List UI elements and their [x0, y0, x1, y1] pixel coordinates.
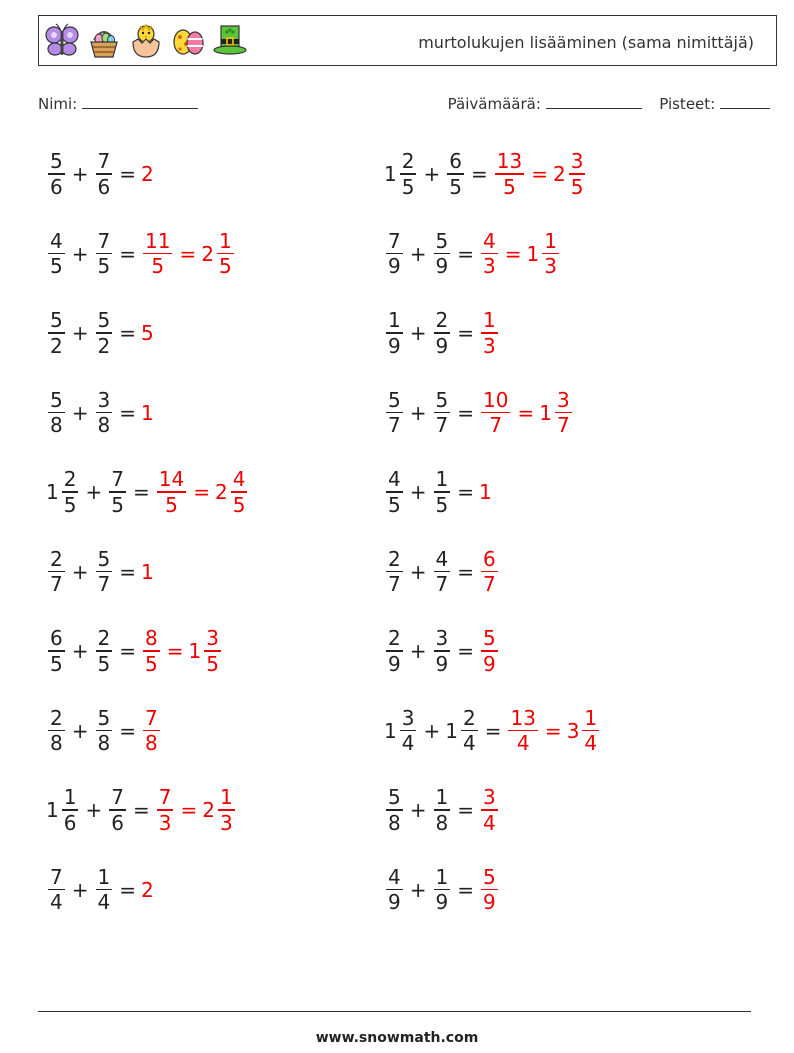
denominator: 7 — [388, 572, 401, 597]
whole-number: 2 — [214, 480, 228, 504]
footer-url: www.snowmath.com — [315, 1030, 479, 1046]
score-blank[interactable] — [720, 94, 770, 109]
problem-18 — [384, 780, 500, 840]
equals-sign: = — [166, 639, 184, 663]
whole-number: 1 — [384, 162, 397, 186]
fraction — [434, 308, 451, 358]
equals-sign: = — [119, 400, 136, 425]
numerator: 4 — [388, 467, 401, 492]
denominator: 3 — [483, 333, 496, 358]
whole-number: 2 — [202, 798, 215, 822]
equals-sign: = — [119, 321, 136, 345]
numerator: 1 — [544, 228, 557, 253]
hatching-chick-icon — [128, 22, 164, 60]
denominator: 7 — [435, 413, 449, 438]
date-blank[interactable] — [546, 94, 642, 109]
problem-2 — [384, 144, 587, 204]
problem-13 — [46, 621, 223, 681]
equals-sign: = — [132, 798, 150, 822]
numerator: 1 — [97, 864, 111, 889]
problem-16 — [384, 701, 601, 761]
plus-sign: + — [71, 639, 89, 663]
equals-sign: = — [119, 241, 136, 266]
fraction — [386, 467, 403, 517]
denominator: 3 — [483, 254, 496, 279]
fraction — [96, 626, 113, 676]
answer-fraction — [143, 626, 160, 676]
plus-sign: + — [409, 798, 427, 822]
equals-sign: = — [179, 241, 197, 266]
fraction — [434, 626, 451, 676]
denominator: 5 — [165, 492, 178, 517]
equals-sign: = — [531, 162, 548, 186]
numerator: 11 — [145, 228, 171, 253]
answer-fraction — [569, 149, 586, 199]
denominator: 8 — [97, 731, 111, 756]
whole-number: 1 — [539, 400, 552, 425]
denominator: 8 — [50, 413, 63, 438]
numerator: 1 — [435, 467, 449, 492]
denominator: 3 — [544, 254, 557, 279]
numerator: 2 — [401, 149, 415, 174]
denominator: 5 — [63, 492, 77, 517]
numerator: 2 — [50, 546, 63, 571]
whole-number: 1 — [46, 798, 59, 822]
date-score-fields — [448, 94, 770, 113]
fraction — [96, 229, 113, 279]
numerator: 1 — [483, 308, 496, 333]
denominator: 9 — [435, 890, 449, 915]
whole-number: 3 — [566, 718, 580, 743]
numerator: 6 — [483, 546, 496, 571]
answer-integer: 1 — [479, 480, 492, 504]
answer-fraction — [217, 229, 234, 279]
numerator: 5 — [50, 387, 63, 412]
denominator: 3 — [158, 810, 172, 835]
answer-integer: 1 — [141, 400, 154, 425]
whole-number: 1 — [445, 718, 458, 743]
denominator: 7 — [388, 413, 401, 438]
numerator: 10 — [483, 387, 509, 412]
fraction — [461, 706, 478, 756]
fraction — [109, 467, 126, 517]
numerator: 13 — [510, 705, 536, 730]
equals-sign: = — [119, 639, 136, 663]
answer-fraction — [143, 229, 172, 279]
fraction — [48, 865, 65, 915]
plus-sign: + — [409, 639, 427, 663]
equals-sign: = — [193, 480, 210, 504]
problem-1 — [46, 144, 154, 204]
plus-sign: + — [71, 400, 89, 425]
problem-5 — [46, 303, 154, 363]
numerator: 1 — [435, 864, 449, 889]
numerator: 7 — [50, 864, 63, 889]
fraction — [96, 706, 113, 756]
numerator: 3 — [556, 387, 570, 412]
header-icons — [44, 22, 248, 60]
problem-4 — [384, 224, 561, 284]
denominator: 7 — [483, 572, 496, 597]
fraction — [386, 388, 403, 438]
fraction — [48, 149, 65, 199]
fraction — [96, 547, 113, 597]
numerator: 5 — [435, 228, 449, 253]
fraction — [434, 865, 451, 915]
fraction — [434, 785, 451, 835]
whole-number: 1 — [188, 639, 202, 663]
fraction — [386, 626, 403, 676]
denominator: 2 — [97, 333, 111, 358]
denominator: 4 — [50, 890, 63, 915]
denominator: 4 — [584, 731, 598, 756]
numerator: 3 — [435, 626, 449, 651]
numerator: 3 — [483, 785, 496, 810]
problem-14 — [384, 621, 500, 681]
numerator: 6 — [50, 626, 63, 651]
fraction — [434, 229, 451, 279]
fraction — [48, 229, 65, 279]
numerator: 4 — [50, 228, 63, 253]
denominator: 9 — [388, 254, 401, 279]
answer-fraction — [582, 706, 599, 756]
problem-19 — [46, 860, 154, 920]
denominator: 9 — [388, 890, 401, 915]
denominator: 7 — [50, 572, 63, 597]
denominator: 5 — [401, 174, 415, 199]
equals-sign: = — [457, 241, 474, 266]
denominator: 5 — [570, 174, 584, 199]
numerator: 5 — [97, 705, 111, 730]
numerator: 6 — [449, 149, 462, 174]
denominator: 9 — [483, 890, 496, 915]
answer-integer: 5 — [141, 321, 154, 345]
plus-sign: + — [409, 321, 427, 345]
answer-fraction — [481, 388, 510, 438]
equals-sign: = — [119, 718, 136, 743]
equals-sign: = — [119, 559, 136, 584]
butterfly-icon — [44, 22, 80, 60]
denominator: 5 — [449, 174, 462, 199]
fraction — [96, 149, 113, 199]
fraction — [96, 308, 113, 358]
numerator: 7 — [111, 785, 124, 810]
denominator: 5 — [503, 174, 516, 199]
denominator: 5 — [111, 492, 124, 517]
denominator: 6 — [97, 174, 111, 199]
fraction — [109, 785, 126, 835]
fraction — [386, 785, 403, 835]
easter-basket-icon — [86, 22, 122, 60]
numerator: 1 — [218, 228, 232, 253]
answer-fraction — [508, 706, 537, 756]
problem-10 — [384, 462, 492, 522]
equals-sign: = — [457, 559, 474, 584]
plus-sign: + — [71, 718, 89, 743]
answer-fraction — [204, 626, 221, 676]
plus-sign: + — [423, 718, 441, 743]
denominator: 4 — [516, 731, 530, 756]
denominator: 4 — [462, 731, 476, 756]
plus-sign: + — [85, 798, 103, 822]
answer-fraction — [481, 308, 498, 358]
denominator: 9 — [388, 333, 401, 358]
problem-8 — [384, 383, 574, 443]
fraction — [386, 547, 403, 597]
numerator: 3 — [206, 626, 219, 651]
denominator: 7 — [435, 572, 449, 597]
equals-sign: = — [132, 480, 150, 504]
plus-sign: + — [409, 877, 427, 902]
answer-fraction — [143, 706, 160, 756]
denominator: 7 — [556, 413, 570, 438]
numerator: 3 — [401, 705, 415, 730]
numerator: 14 — [158, 467, 185, 492]
answer-integer: 2 — [141, 162, 154, 186]
denominator: 5 — [232, 492, 246, 517]
problem-17 — [46, 780, 237, 840]
denominator: 3 — [219, 810, 233, 835]
fraction — [96, 865, 113, 915]
whole-number: 1 — [526, 241, 540, 266]
worksheet-header — [38, 15, 777, 66]
name-field — [38, 94, 198, 113]
answer-fraction — [555, 388, 572, 438]
denominator: 7 — [489, 413, 503, 438]
fraction — [434, 467, 451, 517]
numerator: 7 — [97, 149, 111, 174]
numerator: 4 — [232, 467, 246, 492]
denominator: 5 — [206, 651, 219, 676]
denominator: 9 — [483, 651, 496, 676]
answer-fraction — [542, 229, 559, 279]
numerator: 5 — [388, 785, 401, 810]
denominator: 4 — [401, 731, 415, 756]
numerator: 7 — [158, 785, 172, 810]
name-label: Nimi: — [38, 95, 78, 113]
answer-fraction — [218, 785, 235, 835]
equals-sign: = — [504, 241, 522, 266]
numerator: 2 — [50, 705, 63, 730]
denominator: 2 — [50, 333, 63, 358]
easter-eggs-icon — [170, 22, 206, 60]
answer-integer: 2 — [141, 877, 154, 902]
problem-3 — [46, 224, 236, 284]
problem-6 — [384, 303, 500, 363]
numerator: 2 — [97, 626, 111, 651]
numerator: 4 — [483, 228, 496, 253]
equals-sign: = — [457, 639, 474, 663]
problem-20 — [384, 860, 500, 920]
worksheet-title: murtolukujen lisääminen (sama nimittäjä) — [418, 33, 754, 52]
numerator: 2 — [388, 626, 401, 651]
fraction — [400, 706, 417, 756]
answer-fraction — [481, 229, 498, 279]
denominator: 6 — [63, 810, 77, 835]
answer-fraction — [495, 149, 524, 199]
answer-fraction — [481, 547, 498, 597]
numerator: 5 — [435, 387, 449, 412]
plus-sign: + — [71, 877, 89, 902]
problem-7 — [46, 383, 154, 443]
denominator: 5 — [50, 651, 63, 676]
equals-sign: = — [457, 400, 474, 425]
numerator: 1 — [219, 785, 233, 810]
denominator: 5 — [151, 254, 165, 279]
denominator: 9 — [435, 333, 449, 358]
numerator: 5 — [50, 149, 63, 174]
fraction — [48, 308, 65, 358]
numerator: 2 — [435, 308, 449, 333]
fraction — [386, 308, 403, 358]
denominator: 5 — [145, 651, 158, 676]
equals-sign: = — [457, 321, 474, 345]
denominator: 5 — [97, 651, 111, 676]
denominator: 9 — [435, 254, 449, 279]
problem-12 — [384, 542, 500, 602]
numerator: 8 — [145, 626, 158, 651]
fraction — [96, 388, 113, 438]
plus-sign: + — [409, 559, 427, 584]
denominator: 4 — [483, 810, 496, 835]
denominator: 8 — [145, 731, 158, 756]
numerator: 3 — [97, 387, 111, 412]
denominator: 4 — [97, 890, 111, 915]
numerator: 1 — [388, 308, 401, 333]
whole-number: 1 — [46, 480, 59, 504]
equals-sign: = — [470, 162, 488, 186]
equals-sign: = — [484, 718, 502, 743]
date-label: Päivämäärä: — [447, 95, 541, 113]
name-blank[interactable] — [82, 94, 198, 109]
answer-fraction — [157, 467, 186, 517]
numerator: 1 — [435, 785, 449, 810]
numerator: 5 — [50, 308, 63, 333]
numerator: 4 — [435, 546, 449, 571]
numerator: 2 — [63, 467, 77, 492]
equals-sign: = — [457, 480, 474, 504]
denominator: 6 — [111, 810, 124, 835]
numerator: 2 — [388, 546, 401, 571]
equals-sign: = — [180, 798, 198, 822]
plus-sign: + — [71, 321, 89, 345]
fraction — [48, 388, 65, 438]
plus-sign: + — [71, 241, 89, 266]
fraction — [48, 547, 65, 597]
numerator: 7 — [111, 467, 124, 492]
fraction — [447, 149, 464, 199]
plus-sign: + — [423, 162, 441, 186]
denominator: 5 — [218, 254, 232, 279]
numerator: 7 — [388, 228, 401, 253]
answer-fraction — [481, 865, 498, 915]
numerator: 5 — [483, 626, 496, 651]
equals-sign: = — [457, 798, 474, 822]
fraction — [386, 229, 403, 279]
plus-sign: + — [71, 162, 89, 186]
denominator: 6 — [50, 174, 63, 199]
plus-sign: + — [409, 400, 427, 425]
numerator: 4 — [388, 864, 401, 889]
numerator: 5 — [97, 546, 111, 571]
equals-sign: = — [544, 718, 562, 743]
plus-sign: + — [85, 480, 103, 504]
numerator: 5 — [483, 864, 496, 889]
problem-9 — [46, 462, 249, 522]
numerator: 5 — [97, 308, 111, 333]
denominator: 5 — [50, 254, 63, 279]
denominator: 9 — [435, 651, 449, 676]
fraction — [386, 865, 403, 915]
numerator: 7 — [145, 705, 158, 730]
denominator: 5 — [388, 492, 401, 517]
denominator: 5 — [435, 492, 449, 517]
denominator: 8 — [388, 810, 401, 835]
numerator: 7 — [97, 228, 111, 253]
plus-sign: + — [409, 480, 427, 504]
problem-15 — [46, 701, 162, 761]
answer-integer: 1 — [141, 559, 154, 584]
fraction — [48, 626, 65, 676]
whole-number: 2 — [201, 241, 214, 266]
fraction — [48, 706, 65, 756]
equals-sign: = — [457, 877, 474, 902]
leprechaun-hat-icon — [212, 22, 248, 60]
denominator: 8 — [97, 413, 111, 438]
numerator: 3 — [570, 149, 584, 174]
plus-sign: + — [71, 559, 89, 584]
footer-divider — [38, 1011, 751, 1012]
numerator: 5 — [388, 387, 401, 412]
plus-sign: + — [409, 241, 427, 266]
whole-number: 2 — [552, 162, 566, 186]
numerator: 13 — [496, 149, 523, 174]
denominator: 9 — [388, 651, 401, 676]
denominator: 7 — [97, 572, 111, 597]
numerator: 1 — [63, 785, 77, 810]
answer-fraction — [231, 467, 248, 517]
equals-sign: = — [119, 877, 136, 902]
fraction — [62, 785, 79, 835]
denominator: 8 — [50, 731, 63, 756]
fraction — [62, 467, 79, 517]
answer-fraction — [481, 785, 498, 835]
equals-sign: = — [517, 400, 535, 425]
equals-sign: = — [119, 162, 136, 186]
denominator: 8 — [435, 810, 449, 835]
whole-number: 1 — [384, 718, 397, 743]
denominator: 5 — [97, 254, 111, 279]
fraction — [434, 388, 451, 438]
answer-fraction — [481, 626, 498, 676]
fraction — [400, 149, 417, 199]
numerator: 1 — [584, 705, 598, 730]
fraction — [434, 547, 451, 597]
score-label: Pisteet: — [659, 95, 716, 113]
answer-fraction — [157, 785, 174, 835]
numerator: 2 — [462, 705, 476, 730]
problem-11 — [46, 542, 154, 602]
